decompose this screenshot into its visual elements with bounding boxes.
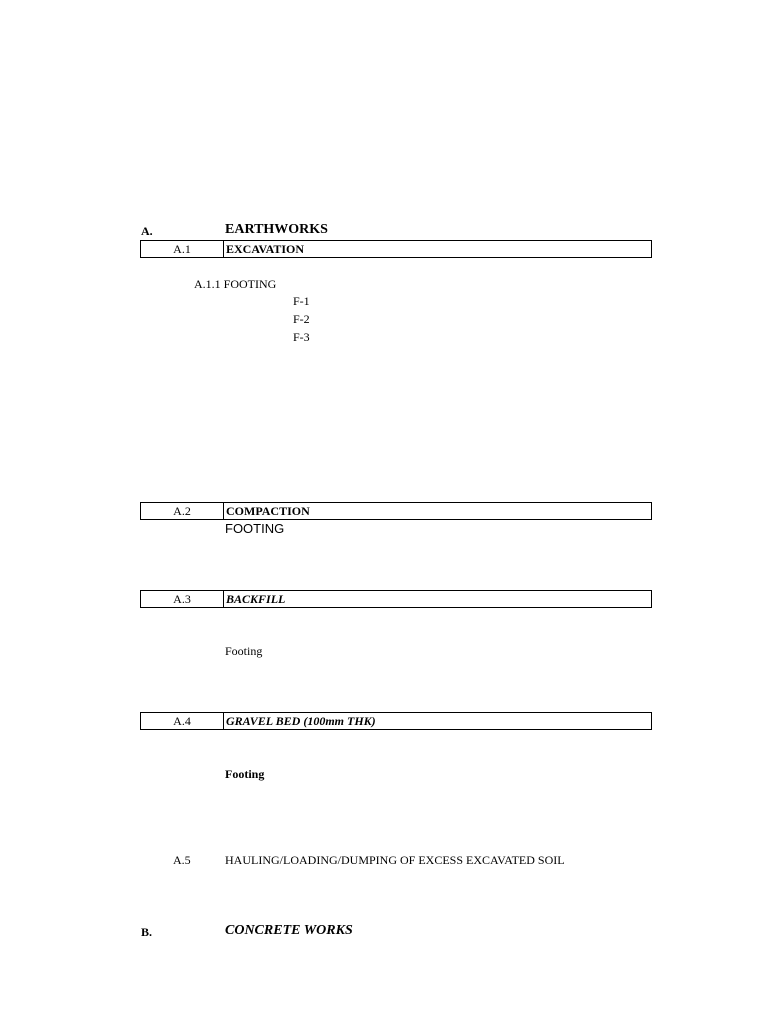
footing-f2: F-2: [293, 312, 310, 326]
item-a4-code: A.4: [141, 713, 224, 729]
item-a4-row: [140, 712, 652, 730]
item-a1-1-label: A.1.1 FOOTING: [194, 277, 277, 291]
item-a2-title: COMPACTION: [226, 504, 310, 518]
item-a3-title: BACKFILL: [226, 592, 286, 606]
section-a-title: EARTHWORKS: [225, 222, 328, 237]
item-a4-note: Footing: [225, 767, 265, 781]
item-a3-row: [140, 590, 652, 608]
item-a1-title: EXCAVATION: [226, 242, 305, 256]
section-b-letter: B.: [141, 925, 153, 939]
item-a1-row: [140, 240, 652, 258]
item-a3-code: A.3: [141, 591, 224, 607]
item-a5-title: HAULING/LOADING/DUMPING OF EXCESS EXCAVATED SOIL: [225, 853, 565, 867]
item-a1-code: A.1: [141, 241, 224, 257]
section-b-title: CONCRETE WORKS: [225, 923, 353, 938]
item-a2-note: FOOTING: [225, 521, 285, 536]
item-a2-code: A.2: [141, 503, 224, 519]
footing-f3: F-3: [293, 330, 310, 344]
item-a2-row: [140, 502, 652, 520]
item-a3-note: Footing: [225, 644, 263, 658]
section-a-letter: A.: [141, 224, 153, 238]
item-a5-code: A.5: [173, 853, 191, 867]
footing-f1: F-1: [293, 294, 310, 308]
item-a4-title: GRAVEL BED (100mm THK): [226, 714, 376, 728]
